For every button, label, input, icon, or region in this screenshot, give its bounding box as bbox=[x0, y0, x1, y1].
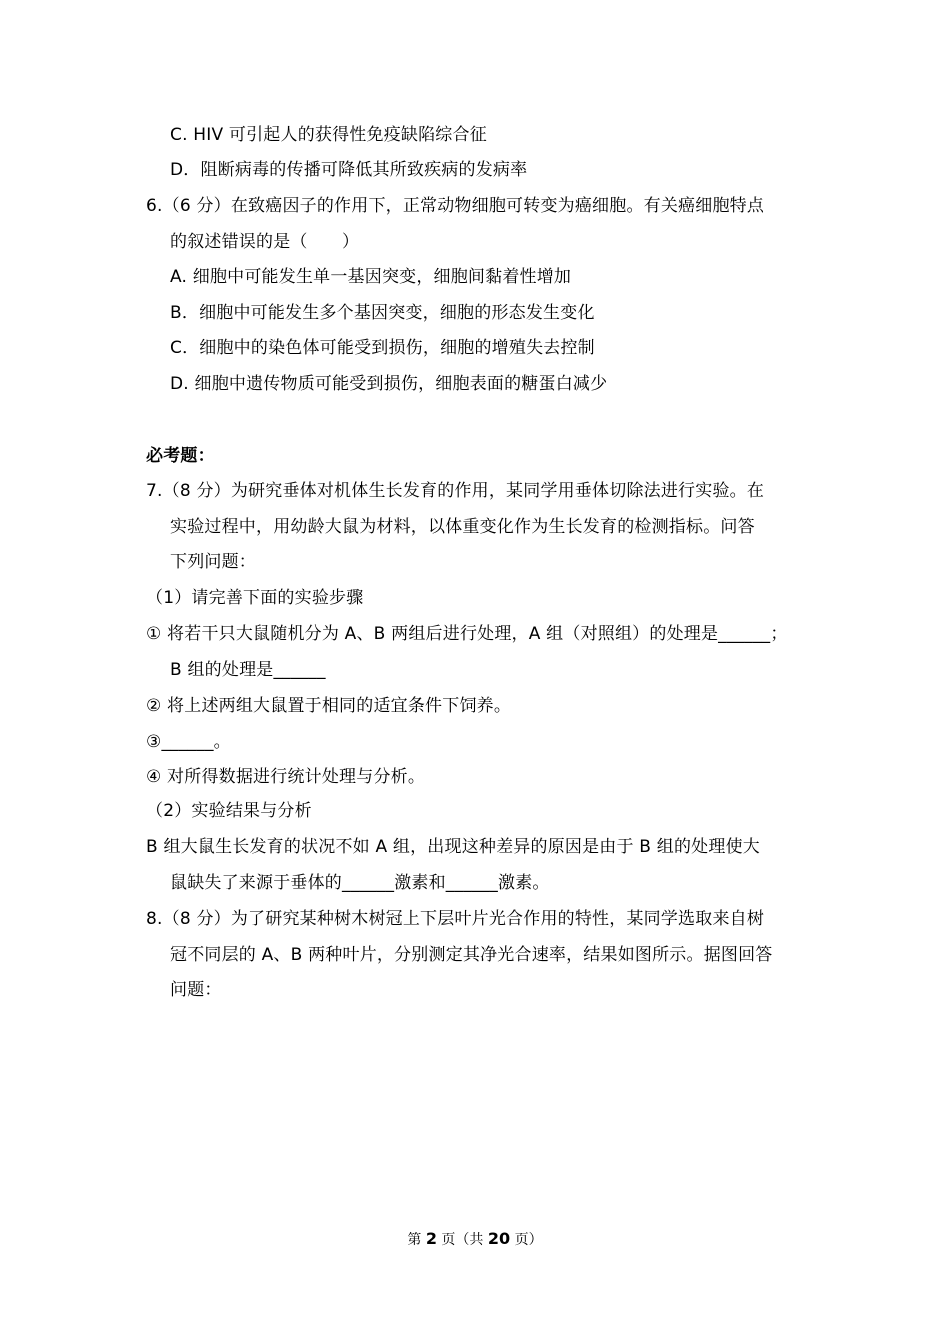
q7-stem-line1: 7.（8 分）为研究垂体对机体生长发育的作用，某同学用垂体切除法进行实验。在 bbox=[146, 481, 765, 501]
q8-stem-line2: 冠不同层的 A、B 两种叶片，分别测定其净光合速率，结果如图所示。据图回答 bbox=[170, 945, 773, 965]
q6-option-a: A. 细胞中可能发生单一基因突变，细胞间黏着性增加 bbox=[170, 267, 572, 287]
q7-step2: ② 将上述两组大鼠置于相同的适宜条件下饲养。 bbox=[146, 696, 512, 716]
q7-result-line2: 鼠缺失了来源于垂体的______激素和______激素。 bbox=[170, 873, 550, 893]
footer-suffix: 页） bbox=[510, 1232, 543, 1248]
q7-part1-title: （1）请完善下面的实验步骤 bbox=[146, 588, 364, 608]
q8-stem-line3: 问题： bbox=[170, 980, 222, 1000]
footer-page-number: 2 bbox=[425, 1229, 437, 1248]
q7-part2-title: （2）实验结果与分析 bbox=[146, 801, 312, 821]
q5-option-c: C. HIV 可引起人的获得性免疫缺陷综合征 bbox=[170, 125, 487, 145]
footer-prefix: 第 bbox=[407, 1232, 426, 1248]
footer-total-pages: 20 bbox=[487, 1229, 511, 1248]
page-footer bbox=[0, 1229, 950, 1250]
q7-step4: ④ 对所得数据进行统计处理与分析。 bbox=[146, 767, 426, 787]
q8-stem-line1: 8.（8 分）为了研究某种树木树冠上下层叶片光合作用的特性，某同学选取来自树 bbox=[146, 909, 765, 929]
q7-stem-line3: 下列问题： bbox=[170, 552, 256, 572]
q6-option-c: C．细胞中的染色体可能受到损伤，细胞的增殖失去控制 bbox=[170, 338, 595, 358]
section-heading-required: 必考题： bbox=[146, 446, 215, 466]
q7-stem-line2: 实验过程中，用幼龄大鼠为材料，以体重变化作为生长发育的检测指标。问答 bbox=[170, 517, 755, 537]
q6-option-d: D. 细胞中遗传物质可能受到损伤，细胞表面的糖蛋白减少 bbox=[170, 374, 608, 394]
q5-option-d: D．阻断病毒的传播可降低其所致疾病的发病率 bbox=[170, 160, 528, 180]
footer-middle: 页（共 bbox=[436, 1232, 488, 1248]
q7-step3: ③______。 bbox=[146, 732, 231, 752]
q6-stem-line1: 6.（6 分）在致癌因子的作用下，正常动物细胞可转变为癌细胞。有关癌细胞特点 bbox=[146, 196, 765, 216]
q6-stem-line2: 的叙述错误的是（ ） bbox=[170, 232, 360, 252]
q7-step1-line2: B 组的处理是______ bbox=[170, 660, 326, 680]
q7-result-line1: B 组大鼠生长发育的状况不如 A 组，出现这种差异的原因是由于 B 组的处理使大 bbox=[146, 837, 760, 857]
q6-option-b: B．细胞中可能发生多个基因突变，细胞的形态发生变化 bbox=[170, 303, 595, 323]
q7-step1-line1: ① 将若干只大鼠随机分为 A、B 两组后进行处理，A 组（对照组）的处理是______； bbox=[146, 624, 788, 644]
